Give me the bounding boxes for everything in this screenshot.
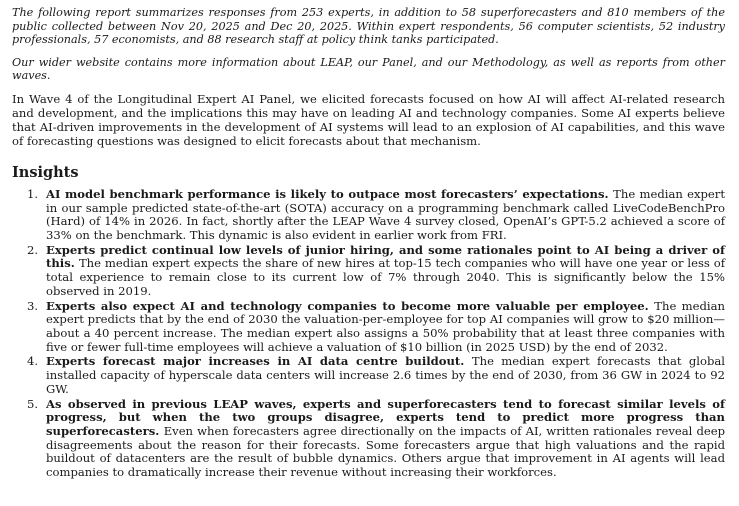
insight-headline: AI model benchmark performance is likely to outpace most forecasters’ expectations. — [46, 186, 614, 201]
insight-item-5 — [12, 398, 725, 480]
insight-text: The median expert predicts that by the end of 2030 the valuation-per-employee for top AI companies will grow to $20 million—about a 40 percent increase. The median expert also assigns a 50% probability that at least three companies with five or fewer full-time employees will achieve a valuation of $10 billion (in 2025 USD) by the end of 2032. — [46, 298, 725, 354]
insight-headline: Experts forecast major increases in AI data centre buildout. — [46, 354, 472, 369]
insight-number: 3. — [27, 298, 39, 313]
insight-text: The median expert expects the share of new hires at top-15 tech companies who will have one year or less of total experience to remain close to its current low of 7% through 2040. This is significantly below the 15% observed in 2019. — [46, 256, 725, 298]
website-note: Our wider website contains more information about LEAP, our Panel, and our Methodology, as well as reports from other waves. — [12, 55, 725, 83]
insight-text: The median expert in our sample predicted state-of-the-art (SOTA) accuracy on a programming benchmark called LiveCodeBenchPro (Hard) of 14% in 2026. In fact, shortly after the LEAP Wave 4 survey closed, OpenAI’s GPT-5.2 achieved a score of 33% on the benchmark. This dynamic is also evident in earlier work from FRI. — [46, 186, 725, 243]
insight-headline: As observed in previous LEAP waves, experts and superforecasters tend to forecast similar levels of progress, but when the two groups disagree, experts tend to predict more progress than superforecasters. — [46, 396, 725, 438]
insights-list — [12, 188, 725, 480]
insight-item-2 — [12, 244, 725, 299]
insight-item-4 — [12, 355, 725, 396]
wave-overview: In Wave 4 of the Longitudinal Expert AI Panel, we elicited forecasts focused on how AI will affect AI-related research and development, and the implications this may have on leading AI and technology companies. Some AI experts believe that AI-driven improvements in the development of AI systems will lead to an explosion of AI capabilities, and this wave of forecasting questions was designed to elicit forecasts about that mechanism. — [12, 91, 725, 148]
insight-text: Even when forecasters agree directionally on the impacts of AI, written rationales reveal deep disagreements about the reason for their forecasts. Some forecasters argue that high valuations and the rapid buildout of datacenters are the result of bubble dynamics. Others argue that improvement in AI agents will lead companies to dramatically increase their revenue without increasing their workforces. — [46, 423, 726, 480]
insight-item-1 — [12, 188, 725, 243]
insight-number: 2. — [27, 242, 39, 257]
insight-text: The median expert forecasts that global installed capacity of hyperscale data centers will increase 2.6 times by the end of 2030, from 36 GW in 2024 to 92 GW. — [46, 354, 725, 396]
respondent-summary: The following report summarizes responses from 253 experts, in addition to 58 superforecasters and 810 members of the public collected between Nov 20, 2025 and Dec 20, 2025. Within expert respondents, 56 computer scientists, 52 industry professionals, 57 economists, and 88 research staff at policy think tanks participated. — [12, 6, 725, 47]
insight-number: 1. — [27, 186, 39, 201]
insight-headline: Experts also expect AI and technology companies to become more valuable per employee. — [46, 298, 655, 313]
insights-heading: Insights — [12, 163, 79, 181]
insight-item-3 — [12, 300, 725, 355]
insight-number: 4. — [27, 354, 39, 369]
insight-number: 5. — [27, 396, 39, 411]
insight-headline: Experts predict continual low levels of junior hiring, and some rationales point to AI being a driver of this. — [46, 242, 725, 271]
